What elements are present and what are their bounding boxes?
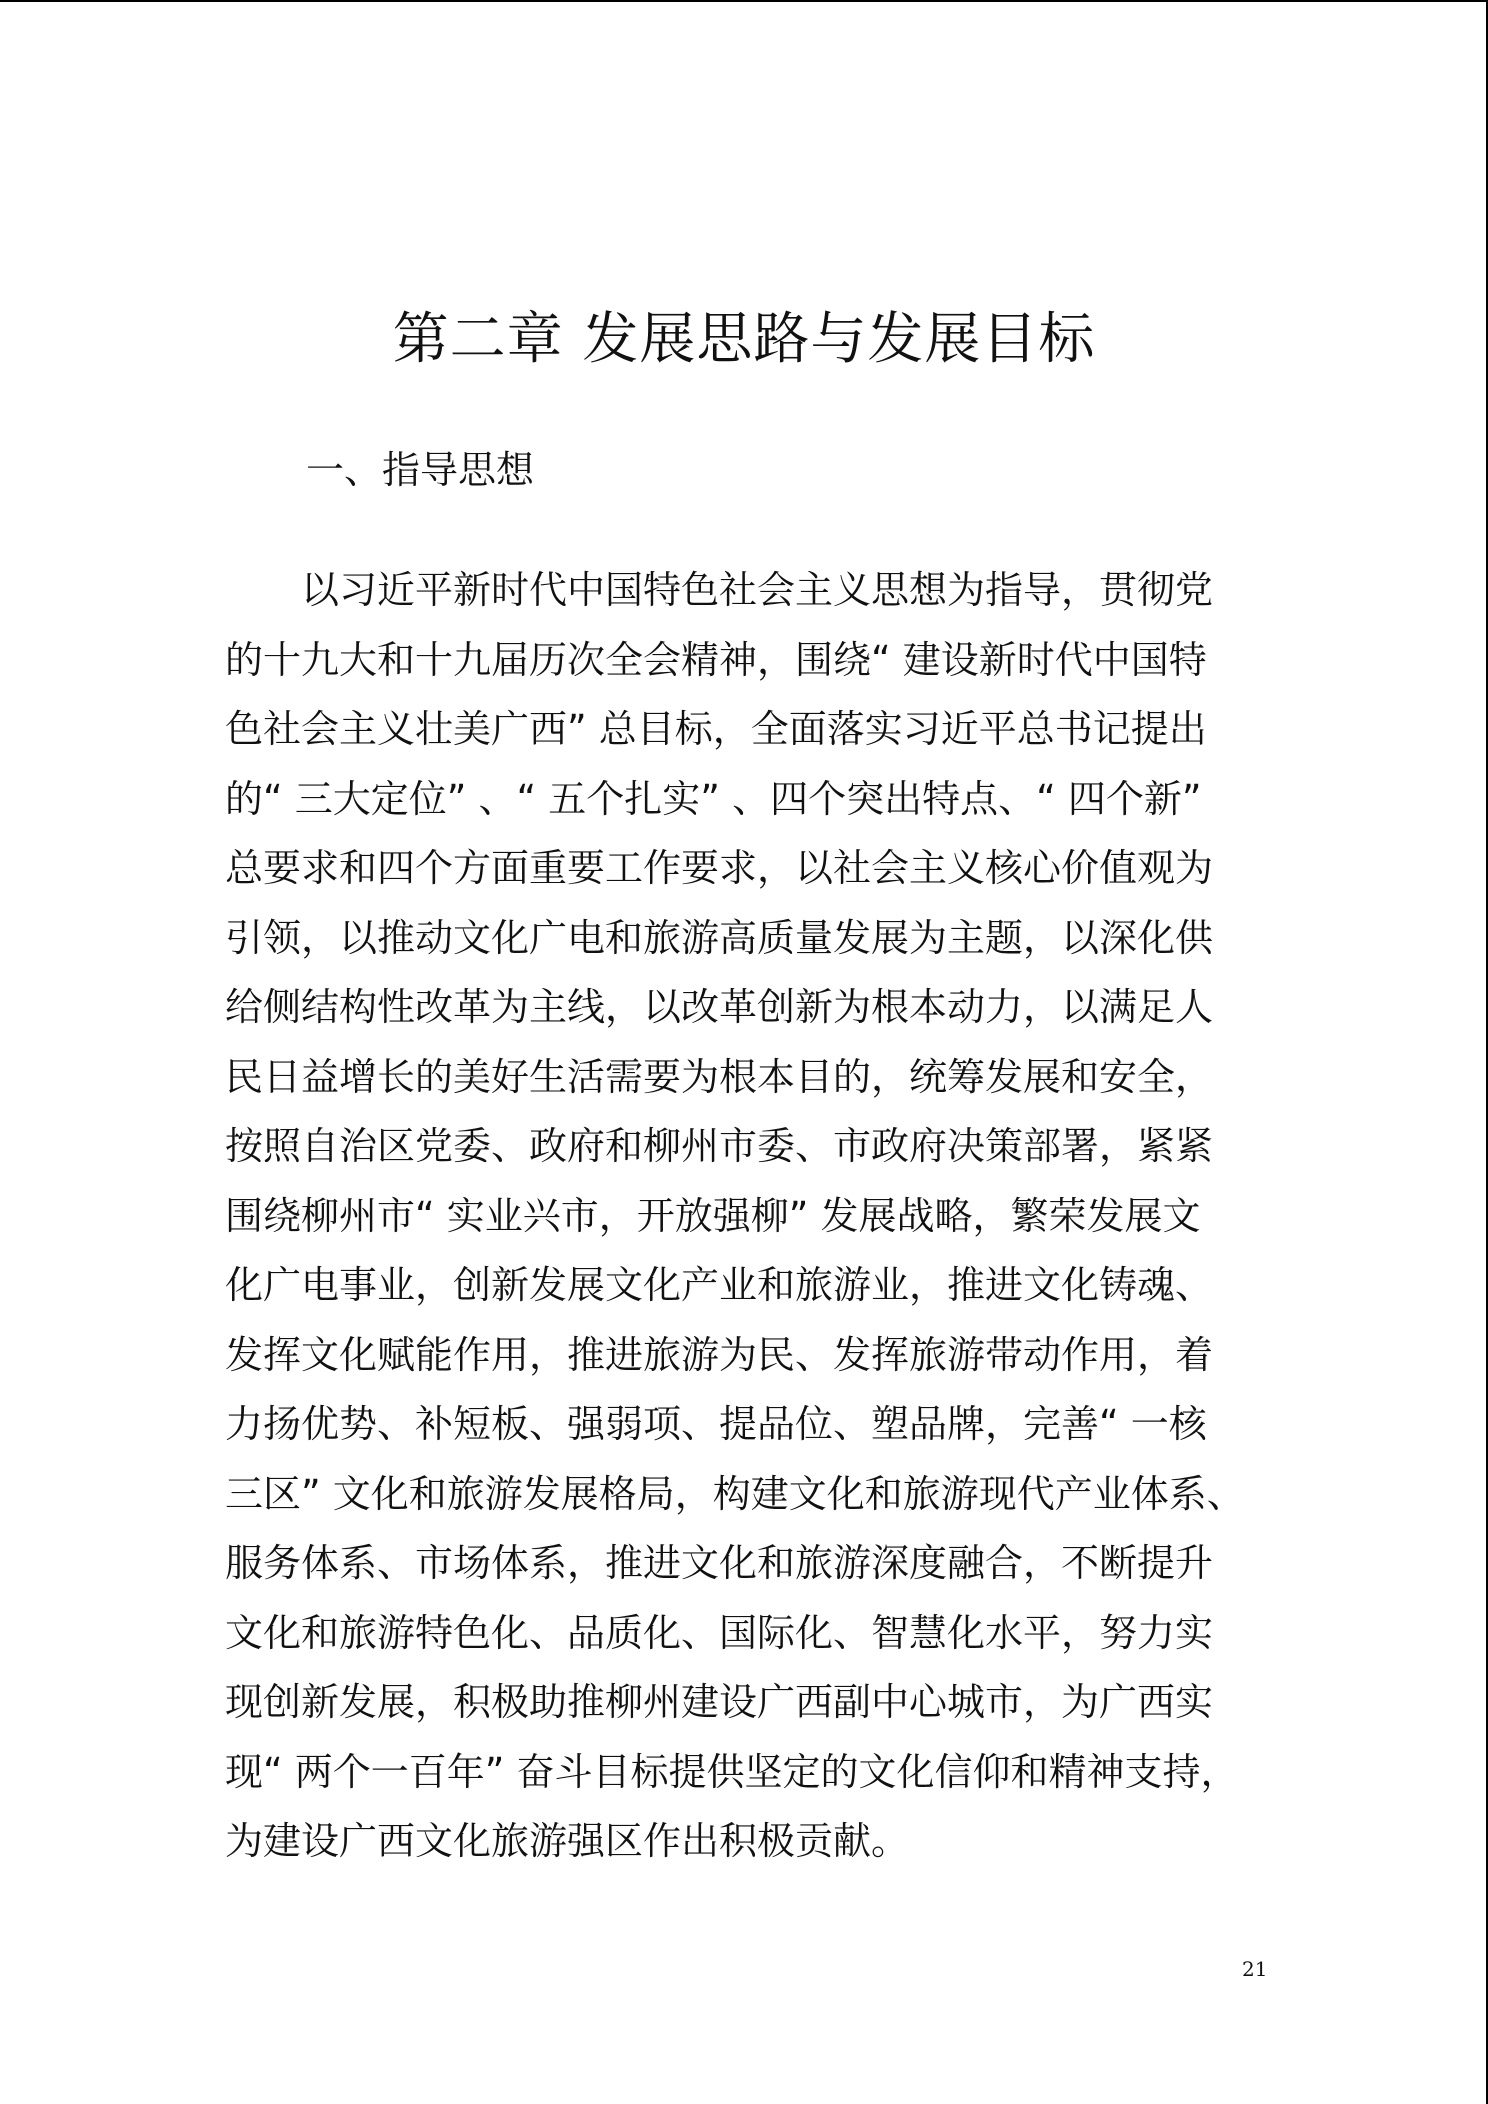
paragraph-line: 围绕柳州市“ 实业兴市，开放强柳” 发展战略，繁荣发展文 <box>225 1193 1201 1238</box>
paragraph-line: 服务体系、市场体系，推进文化和旅游深度融合，不断提升 <box>225 1541 1214 1585</box>
top-border-line <box>0 0 1488 2</box>
paragraph-line: 力扬优势、补短板、强弱项、提品位、塑品牌，完善“ 一核 <box>225 1402 1207 1446</box>
paragraph-line: 发挥文化赋能作用，推进旅游为民、发挥旅游带动作用，着 <box>225 1332 1214 1377</box>
paragraph-line: 民日益增长的美好生活需要为根本目的，统筹发展和安全， <box>225 1054 1214 1099</box>
guiding-ideology-paragraph <box>225 556 1265 1877</box>
paragraph-line: 的十九大和十九届历次全会精神，围绕“ 建设新时代中国特 <box>225 637 1207 682</box>
paragraph-line: 总要求和四个方面重要工作要求，以社会主义核心价值观为 <box>225 846 1214 890</box>
paragraph-line: 三区” 文化和旅游发展格局，构建文化和旅游现代产业体系、 <box>225 1471 1245 1516</box>
paragraph-line: 的“ 三大定位” 、“ 五个扎实” 、四个突出特点、“ 四个新” <box>225 776 1202 821</box>
paragraph-line: 现创新发展，积极助推柳州建设广西副中心城市，为广西实 <box>225 1680 1214 1724</box>
paragraph-line: 现“ 两个一百年” 奋斗目标提供坚定的文化信仰和精神支持， <box>225 1749 1239 1794</box>
paragraph-line: 按照自治区党委、政府和柳州市委、市政府决策部署，紧紧 <box>225 1124 1214 1168</box>
paragraph-line: 以习近平新时代中国特色社会主义思想为指导，贯彻党 <box>225 568 1214 612</box>
paragraph-line: 化广电事业，创新发展文化产业和旅游业，推进文化铸魂、 <box>225 1263 1214 1307</box>
paragraph-line: 色社会主义壮美广西” 总目标，全面落实习近平总书记提出 <box>225 707 1207 751</box>
paragraph-line: 为建设广西文化旅游强区作出积极贡献。 <box>225 1819 910 1863</box>
paragraph-line: 文化和旅游特色化、品质化、国际化、智慧化水平，努力实 <box>225 1610 1214 1655</box>
page-number: 21 <box>1242 1957 1268 1981</box>
section-heading: 一、指导思想 <box>306 448 535 492</box>
paragraph-line: 引领，以推动文化广电和旅游高质量发展为主题，以深化供 <box>225 915 1214 960</box>
chapter-title: 第二章 发展思路与发展目标 <box>392 307 1096 372</box>
paragraph-line: 给侧结构性改革为主线，以改革创新为根本动力，以满足人 <box>225 985 1214 1029</box>
